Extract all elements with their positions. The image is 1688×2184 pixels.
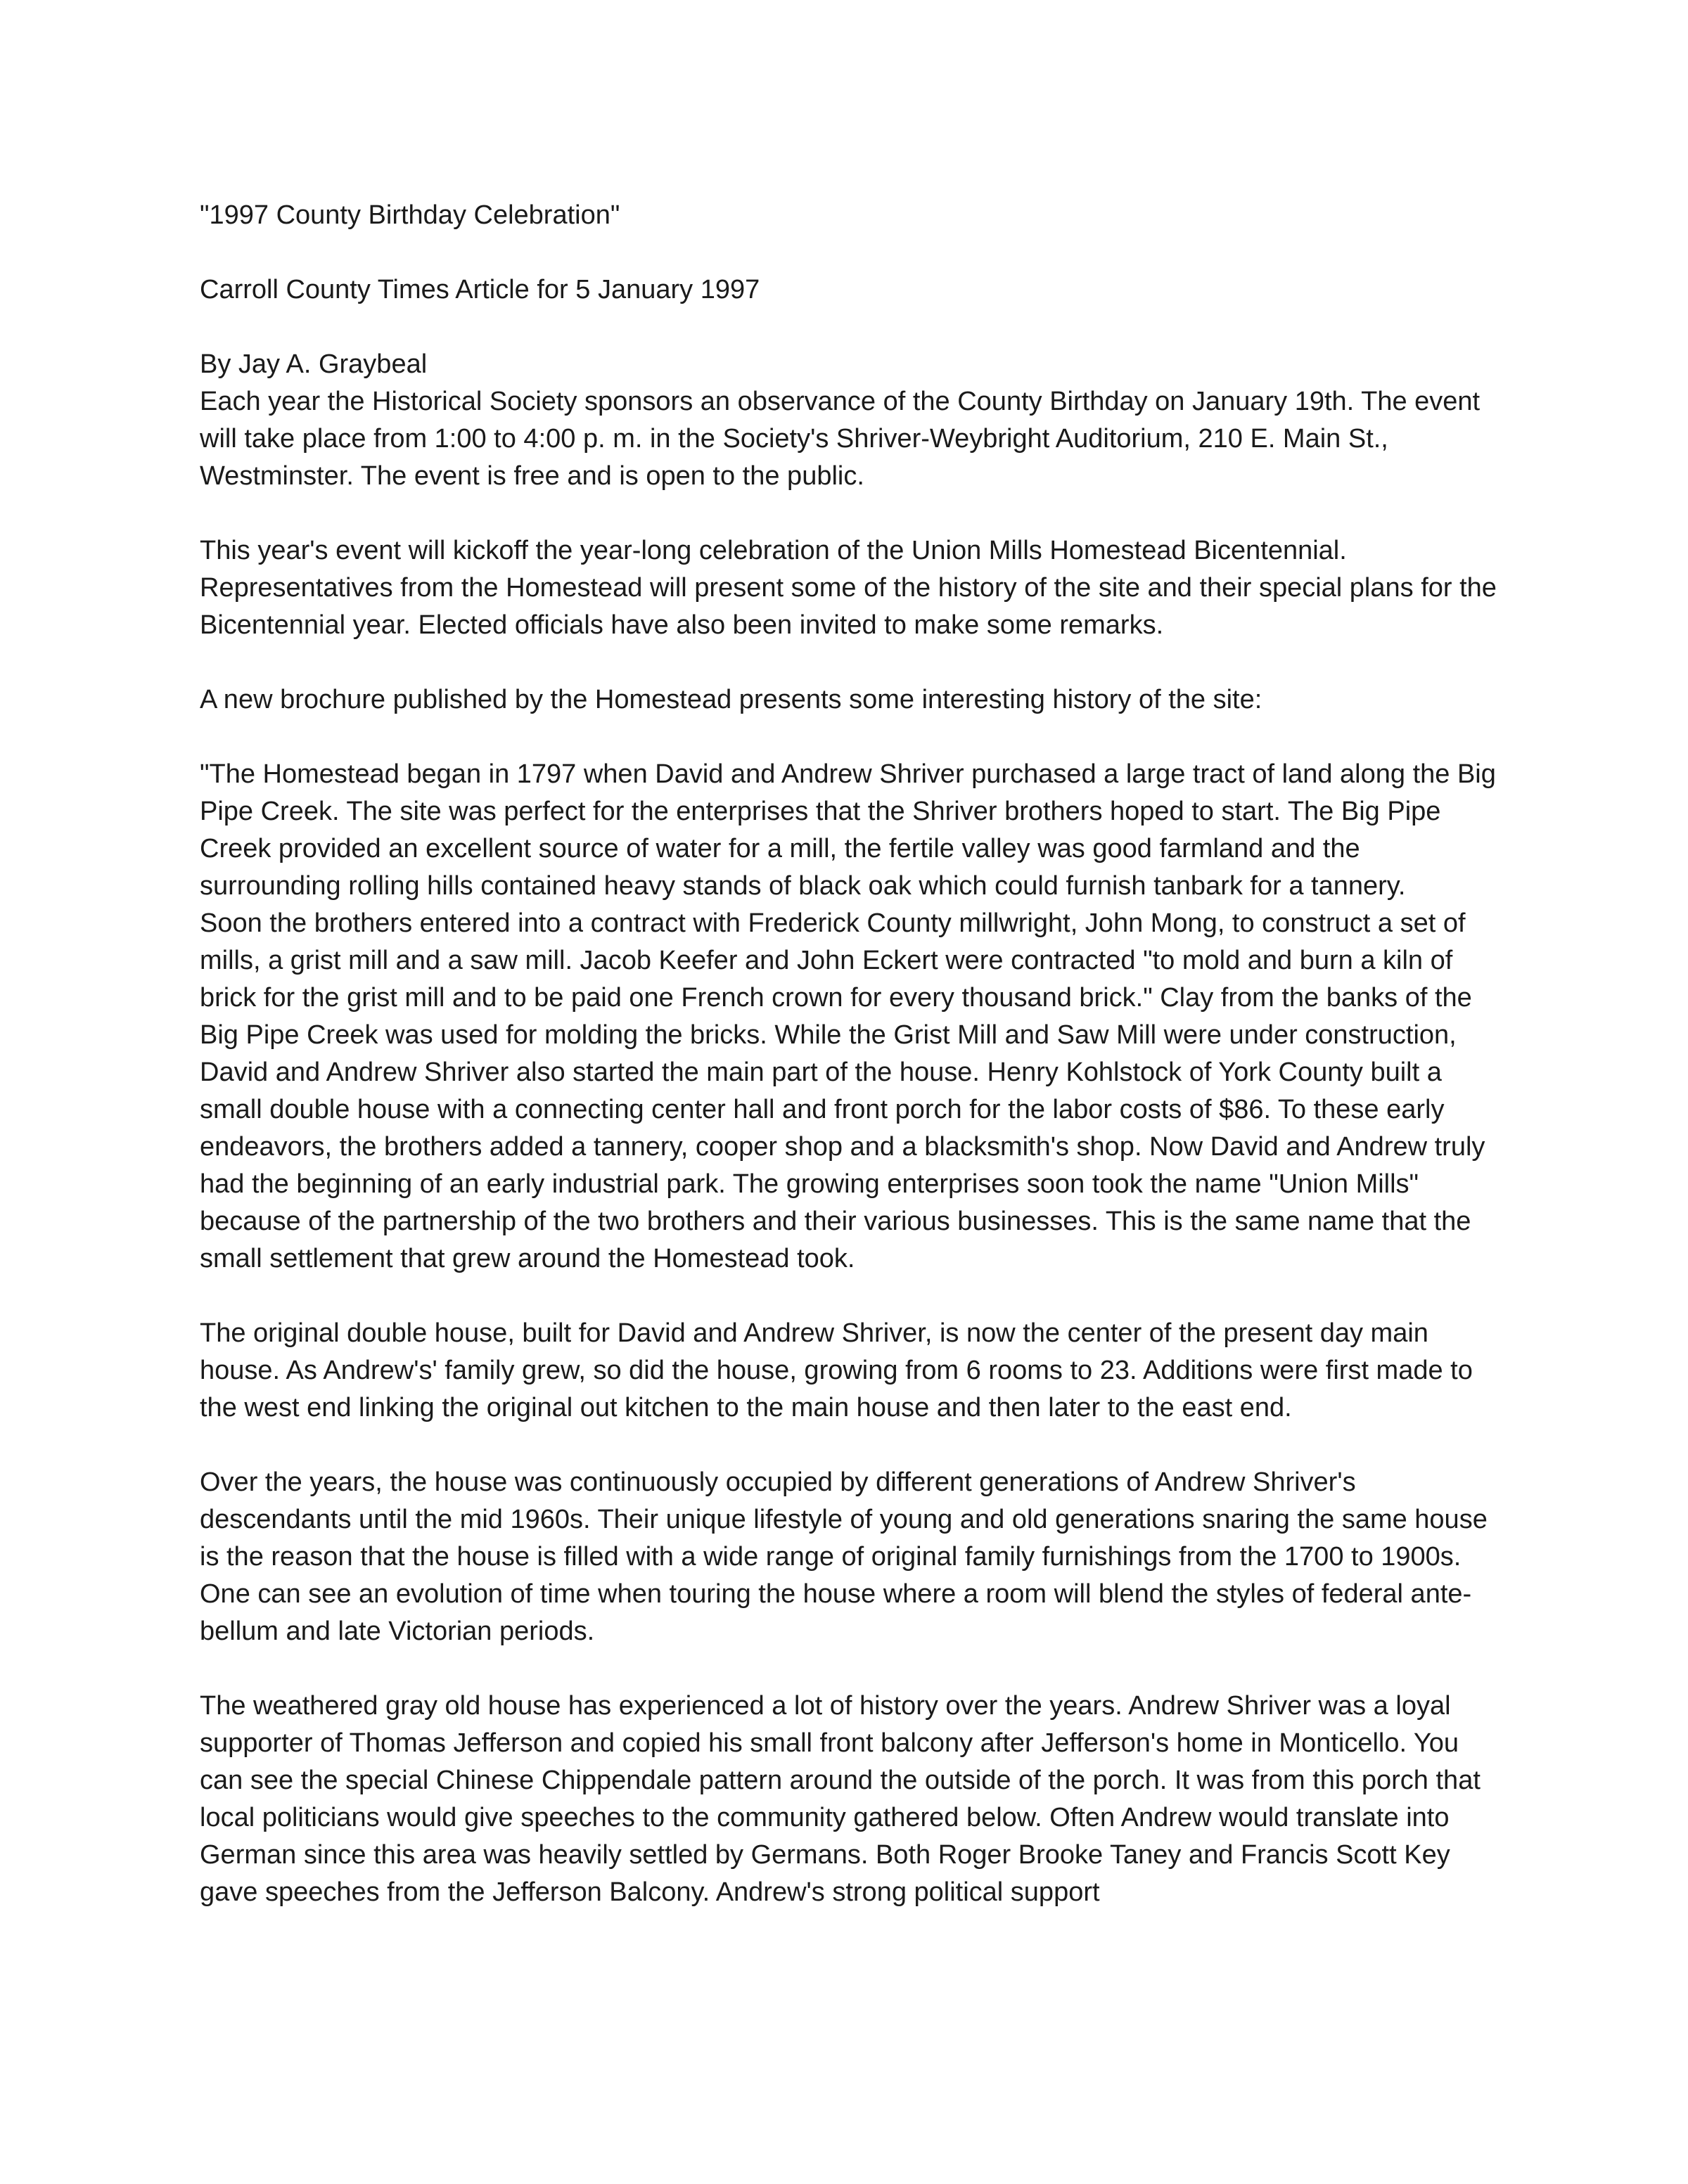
paragraph: This year's event will kickoff the year-long celebration of the Union Mills Homestead Bicentennial. Representatives from the Homestead will present some of the history of the site and their special plans for the Bicentennial year. Elected officials have also been invited to make some remarks. [200, 536, 1497, 640]
spacer [200, 1650, 1508, 1688]
spacer [200, 234, 1508, 271]
spacer [200, 309, 1508, 346]
paragraph: Over the years, the house was continuously occupied by different generations of Andrew Shriver's descendants until the mid 1960s. Their unique lifestyle of young and old generations snaring the same house is the reason that the house is filled with a wide range of original family furnishings from the 1700 to 1900s. One can see an evolution of time when touring the house where a room will blend the styles of federal ante-bellum and late Victorian periods. [200, 1467, 1488, 1646]
article-title: "1997 County Birthday Celebration" [200, 200, 620, 230]
paragraph: "The Homestead began in 1797 when David and Andrew Shriver purchased a large tract of land along the Big Pipe Creek. The site was perfect for the enterprises that the Shriver brothers hoped to start. The Big Pipe Creek provided an excellent source of water for a mill, the fertile valley was good farmland and the surrounding rolling hills contained heavy stands of black oak which could furnish tanbark for a tannery. [200, 759, 1496, 901]
spacer [200, 1427, 1508, 1464]
spacer [200, 1278, 1508, 1315]
spacer [200, 495, 1508, 532]
paragraph: Soon the brothers entered into a contract with Frederick County millwright, John Mong, to construct a set of mills, a grist mill and a saw mill. Jacob Keefer and John Eckert were contracted "to mold and burn a kiln of brick for the grist mill and to be paid one French crown for every thousand brick." Clay from the banks of the Big Pipe Creek was used for molding the bricks. While the Grist Mill and Saw Mill were under construction, David and Andrew Shriver also started the main part of the house. Henry Kohlstock of York County built a small double house with a connecting center hall and front porch for the labor costs of $86. To these early endeavors, the brothers added a tannery, cooper shop and a blacksmith's shop. Now David and Andrew truly had the beginning of an early industrial park. The growing enterprises soon took the name "Union Mills" because of the partnership of the two brothers and their various businesses. This is the same name that the small settlement that grew around the Homestead took. [200, 908, 1485, 1273]
paragraph: Each year the Historical Society sponsors an observance of the County Birthday on January 19th. The event will take place from 1:00 to 4:00 p. m. in the Society's Shriver-Weybright Auditorium, 210 E. Main St., Westminster. The event is free and is open to the public. [200, 387, 1481, 491]
paragraph: A new brochure published by the Homestead presents some interesting history of the site: [200, 685, 1262, 714]
article-byline: By Jay A. Graybeal [200, 349, 428, 379]
paragraph: The weathered gray old house has experienced a lot of history over the years. Andrew Shriver was a loyal supporter of Thomas Jefferson and copied his small front balcony after Jefferson's home in Monticello. You can see the special Chinese Chippendale pattern around the outside of the porch. It was from this porch that local politicians would give speeches to the community gathered below. Often Andrew would translate into German since this area was heavily settled by Germans. Both Roger Brooke Taney and Francis Scott Key gave speeches from the Jefferson Balcony. Andrew's strong political support [200, 1691, 1481, 1907]
spacer [200, 719, 1508, 756]
article-subtitle: Carroll County Times Article for 5 January 1997 [200, 275, 760, 304]
article-body [200, 197, 1508, 1911]
paragraph: The original double house, built for David and Andrew Shriver, is now the center of the present day main house. As Andrew's' family grew, so did the house, growing from 6 rooms to 23. Additions were first made to the west end linking the original out kitchen to the main house and then later to the east end. [200, 1318, 1473, 1422]
spacer [200, 644, 1508, 681]
